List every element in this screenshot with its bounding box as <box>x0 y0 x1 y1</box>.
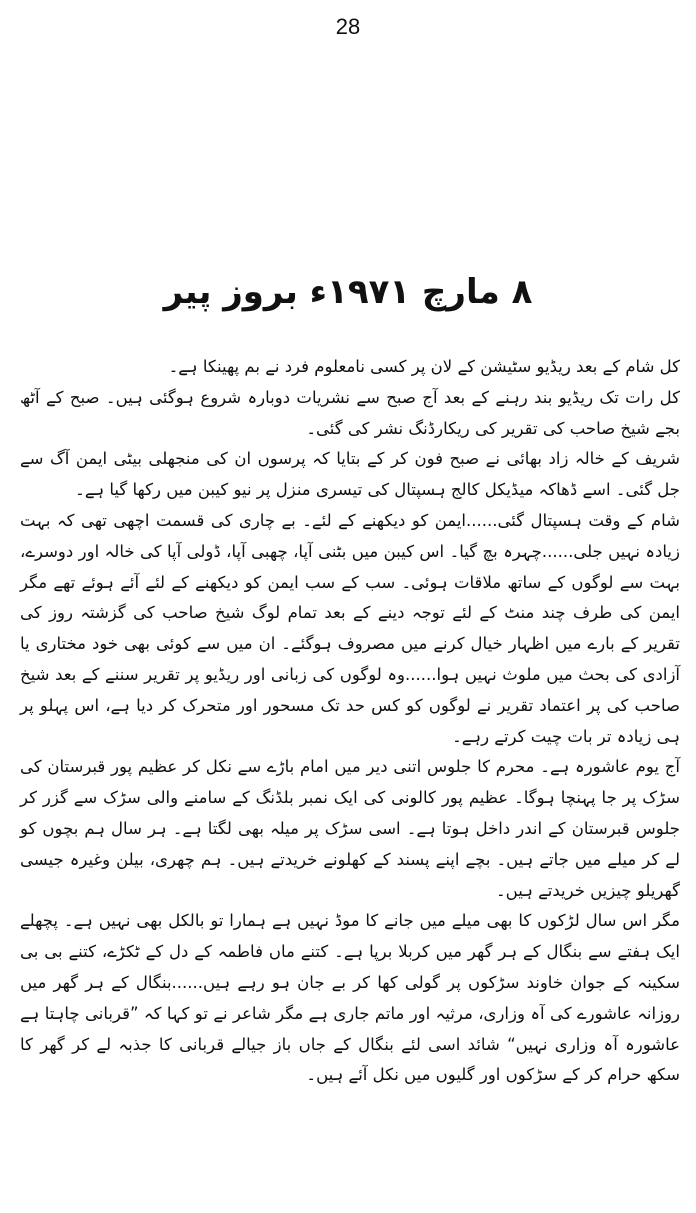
paragraph-2: کل رات تک ریڈیو بند رہنے کے بعد آج صبح سے نشریات دوبارہ شروع ہوگئی ہیں۔ صبح کے آٹھ بجے شیخ صاحب کی تقریر کی ریکارڈنگ نشر کی گئی۔ <box>20 387 680 438</box>
paragraph-5: آج یوم عاشورہ ہے۔ محرم کا جلوس اتنی دیر میں امام باڑے سے نکل کر عظیم پور قبرستان کی سڑک پر جا پہنچا ہوگا۔ عظیم پور کالونی کی ایک نمبر بلڈنگ کے سامنے والی سڑک سے گزر کر جلوس قبرستان کے اندر داخل ہوتا ہے۔ اسی سڑک پر میلہ بھی لگتا ہے۔ ہر سال ہم بچوں کو لے کر میلے میں جاتے ہیں۔ بچے اپنے پسند کے کھلونے خریدتے ہیں۔ ہم چھری، بیلن وغیرہ جیسی گھریلو چیزیں خریدتے ہیں۔ <box>20 757 680 900</box>
diary-entry-body <box>20 352 680 1091</box>
paragraph-4: شام کے وقت ہسپتال گئی......ایمن کو دیکھنے کے لئے۔ بے چاری کی قسمت اچھی تھی کہ بہت زیادہ نہیں جلی......چہرہ بچ گیا۔ اس کیبن میں بٹنی آپا، چھبی آپا، ڈولی آپا کی خالہ اور دوسرے، بہت سے لوگوں کے ساتھ ملاقات ہوئی۔ سب کے سب ایمن کو دیکھنے کے لئے آئے ہوئے تھے مگر ایمن کی طرف چند منٹ کے لئے توجہ دینے کے بعد تمام لوگ شیخ صاحب کی گزشتہ روز کی تقریر کے بارے میں اظہار خیال کرنے میں مصروف ہوگئے۔ ان میں سے کوئی بھی خود مختاری یا آزادی کی بحث میں ملوث نہیں ہوا......وہ لوگوں کی زبانی اور ریڈیو پر تقریر سننے کے بعد شیخ صاحب کی پر اعتماد تقریر نے لوگوں کو کس حد تک مسحور اور متحرک کر دیا ہے، اس پہلو پر ہی زیادہ تر بات چیت کرتے رہے۔ <box>20 510 680 746</box>
paragraph-6: مگر اس سال لڑکوں کا بھی میلے میں جانے کا موڈ نہیں ہے ہمارا تو بالکل بھی نہیں ہے۔ پچھلے ایک ہفتے سے بنگال کے ہر گھر میں کربلا برپا ہے۔ کتنے ماں فاطمہ کے دل کے ٹکڑے، کتنے بی بی سکینہ کے جوان خاوند سڑکوں پر گولی کھا کر بے جان ہو رہے ہیں......بنگال کے ہر گھر میں روزانہ عاشورے کی آہ وزاری، مرثیہ اور ماتم جاری ہے مگر شاعر نے تو کہا کہ ”قربانی چاہتا ہے عاشورہ آہ وزاری نہیں“ شائد اسی لئے بنگال کے جاں باز جیالے قربانی کا جذبہ لے کر گھر کا سکھ حرام کر کے سڑکوں اور گلیوں میں نکل آئے ہیں۔ <box>20 911 680 1085</box>
page-number: 28 <box>335 14 361 39</box>
diary-entry-heading: ۸ مارچ ۱۹۷۱ء بروز پیر <box>163 272 533 312</box>
paragraph-1: کل شام کے بعد ریڈیو سٹیشن کے لان پر کسی نامعلوم فرد نے بم پھینکا ہے۔ <box>168 357 680 376</box>
paragraph-3: شریف کے خالہ زاد بھائی نے صبح فون کر کے بتایا کہ پرسوں ان کی منجھلی بیٹی ایمن آگ سے جل گئی۔ اسے ڈھاکہ میڈیکل کالج ہسپتال کی تیسری منزل پر نیو کیبن میں رکھا گیا ہے۔ <box>20 449 680 500</box>
